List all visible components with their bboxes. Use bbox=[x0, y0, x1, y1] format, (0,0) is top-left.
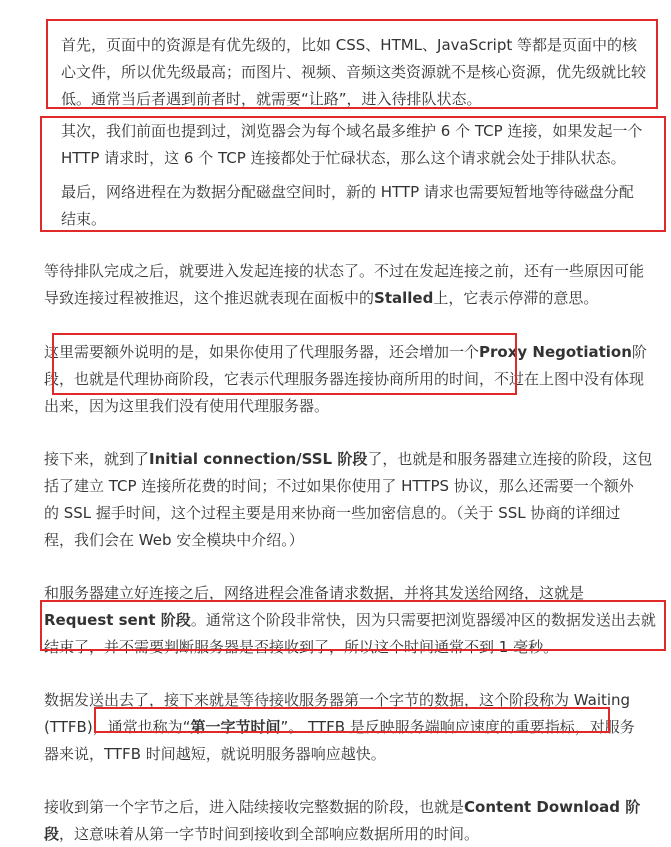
highlight-box-request-sent bbox=[40, 600, 666, 651]
p6-line-3: 的 SSL 握手时间，这个过程主要是用来协商一些加密信息的。（关于 SSL 协商的详细过 bbox=[44, 504, 621, 522]
p6-text: 接下来，就到了 bbox=[44, 450, 150, 468]
p7-line-3: 结束了，并不需要判断服务器是否接收到了，所以这个时间通常不到 1 毫秒。 bbox=[44, 638, 559, 656]
content-download-term: Content Download 阶 bbox=[464, 798, 641, 816]
p8-line-3: 器来说，TTFB 时间越短，就说明服务器响应越快。 bbox=[44, 745, 386, 763]
p2-line-2: HTTP 请求时，这 6 个 TCP 连接都处于忙碌状态，那么这个请求就会处于排队状态。 bbox=[61, 149, 626, 167]
p8-line-1: 数据发送出去了，接下来就是等待接收服务器第一个字节的数据，这个阶段称为 Waiting bbox=[44, 691, 631, 709]
p4-text: 导致连接过程被推迟，这个推迟就表现在面板中的 bbox=[44, 289, 375, 307]
p6-text-end: 了，也就是和服务器建立连接的阶段，这包 bbox=[367, 450, 653, 468]
p1-line-2: 心文件，所以优先级最高；而图片、视频、音频这类资源就不是核心资源，优先级就比较 bbox=[61, 63, 647, 81]
stalled-term: Stalled bbox=[374, 289, 434, 307]
p4-line-2 bbox=[44, 288, 598, 308]
p7-text: 。通常这个阶段非常快，因为只需要把浏览器缓冲区的数据发送出去就 bbox=[190, 611, 656, 629]
highlight-box-tcp-disk bbox=[40, 116, 666, 232]
highlight-box-priority bbox=[46, 19, 658, 109]
p2-line-1: 其次，我们前面也提到过，浏览器会为每个域名最多维护 6 个 TCP 连接，如果发起一个 bbox=[61, 122, 643, 140]
p4-text-end: 上，它表示停滞的意思。 bbox=[433, 289, 599, 307]
p9-line-2 bbox=[44, 824, 479, 844]
p3-line-1: 最后，网络进程在为数据分配磁盘空间时，新的 HTTP 请求也需要短暂地等待磁盘分配 bbox=[61, 183, 634, 201]
p4-line-1: 等待排队完成之后，就要进入发起连接的状态了。不过在发起连接之前，还有一些原因可能 bbox=[44, 262, 645, 280]
p3-line-2: 结束。 bbox=[61, 210, 107, 228]
first-byte-term: 第一字节时间 bbox=[190, 718, 281, 736]
proxy-negotiation-term: Proxy Negotiation bbox=[479, 343, 632, 361]
p9-text-end: ，这意味着从第一字节时间到接收到全部响应数据所用的时间。 bbox=[59, 825, 480, 843]
p5-line-3: 出来，因为这里我们没有使用代理服务器。 bbox=[44, 397, 330, 415]
p9-text: 接收到第一个字节之后，进入陆续接收完整数据的阶段，也就是 bbox=[44, 798, 465, 816]
initial-connection-term: Initial connection/SSL 阶段 bbox=[149, 450, 368, 468]
highlight-box-proxy bbox=[52, 333, 517, 395]
highlight-box-ttfb bbox=[94, 707, 610, 733]
p9-line-1 bbox=[44, 797, 640, 817]
p5-text-end: 阶 bbox=[631, 343, 647, 361]
content-download-term-end: 段 bbox=[44, 825, 60, 843]
p5-text: 这里需要额外说明的是，如果你使用了代理服务器，还会增加一个 bbox=[44, 343, 480, 361]
p6-line-2: 括了建立 TCP 连接所花费的时间；不过如果你使用了 HTTPS 协议，那么还需要一个额外 bbox=[44, 477, 634, 495]
p8-text-end: ”。 TTFB 是反映服务端响应速度的重要指标，对服务 bbox=[280, 718, 635, 736]
p1-line-3: 低。通常当后者遇到前者时，就需要“让路”，进入待排队状态。 bbox=[61, 90, 482, 108]
p7-line-1: 和服务器建立好连接之后，网络进程会准备请求数据，并将其发送给网络，这就是 bbox=[44, 584, 585, 602]
p6-line-1 bbox=[44, 449, 652, 469]
p6-line-4: 程，我们会在 Web 安全模块中介绍。） bbox=[44, 531, 304, 549]
p8-text: (TTFB)，通常也称为“ bbox=[44, 718, 191, 736]
request-sent-term: Request sent 阶段 bbox=[44, 611, 191, 629]
p1-line-1: 首先，页面中的资源是有优先级的，比如 CSS、HTML、JavaScript 等都是页面中的核 bbox=[61, 36, 637, 54]
p5-line-2: 段，也就是代理协商阶段，它表示代理服务器连接协商所用的时间，不过在上图中没有体现 bbox=[44, 370, 645, 388]
